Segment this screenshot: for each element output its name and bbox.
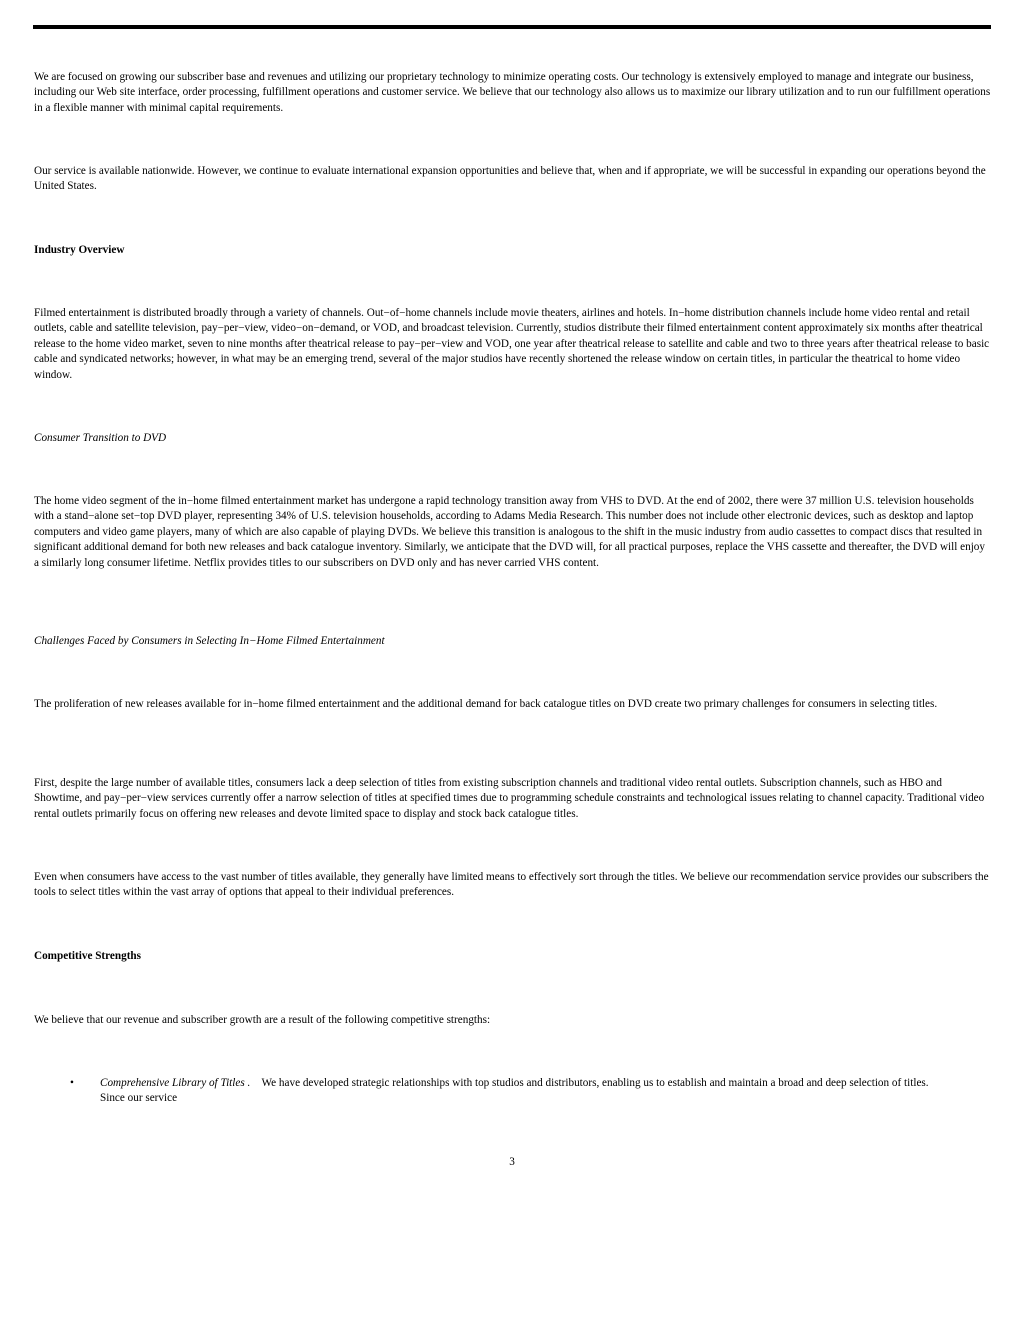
paragraph-home-video-segment: The home video segment of the in−home filmed entertainment market has undergone a rapid technology transition away from VHS to DVD. At the end of 2002, there were 37 million U.S. television households with a stand−alone set−top DVD player, representing 34% of U.S. television households, according to Adams Media Research. This number does not include other electronic devices, such as desktop and laptop computers and video game players, many of which are also capable of playing DVDs. We believe this transition is analogous to the shift in the music industry from audio cassettes to compact discs that resulted in significant additional demand for both new releases and back catalogue inventory. Similarly, we anticipate that the DVD will, for all practical purposes, replace the VHS cassette and thereafter, the DVD will enjoy a similarly long consumer lifetime. Netflix provides titles to our subscribers on DVD only and has never carried VHS content. <box>34 495 985 569</box>
paragraph-even-when: Even when consumers have access to the vast number of titles available, they generally have limited means to effectively sort through the titles. We believe our recommendation service provides our subscribers the tools to select titles within the vast array of options that appeal to their individual preferences. <box>34 871 989 899</box>
paragraph-first-despite: First, despite the large number of available titles, consumers lack a deep selection of titles from existing subscription channels and traditional video rental outlets. Subscription channels, such as HBO and Showtime, and pay−per−view services currently offer a narrow selection of titles at specified times due to programming schedule constraints and technological issues relating to channel capacity. Traditional video rental outlets primarily focus on offering new releases and devote limited space to display and stock back catalogue titles. <box>34 777 985 820</box>
page-number: 3 <box>509 1156 515 1168</box>
bullet-body <box>100 1076 930 1107</box>
heading-competitive-strengths: Competitive Strengths <box>34 950 141 962</box>
paragraph-technology-focus: We are focused on growing our subscriber base and revenues and utilizing our proprietary technology to minimize operating costs. Our technology is extensively employed to manage and integrate our business, including our Web site interface, order processing, fulfillment operations and customer service. We believe that our technology also allows us to maximize our library utilization and to run our fulfillment operations in a flexible manner with minimal capital requirements. <box>34 71 991 114</box>
bullet-title: Comprehensive Library of Titles . <box>100 1077 251 1089</box>
paragraph-competitive-intro: We believe that our revenue and subscriber growth are a result of the following competitive strengths: <box>34 1014 491 1026</box>
heading-industry-overview: Industry Overview <box>34 244 125 256</box>
paragraph-nationwide-service: Our service is available nationwide. However, we continue to evaluate international expansion opportunities and believe that, when and if appropriate, we will be successful in expanding our operations beyond the United States. <box>34 165 986 193</box>
paragraph-filmed-entertainment: Filmed entertainment is distributed broadly through a variety of channels. Out−of−home channels include movie theaters, airlines and hotels. In−home distribution channels include home video rental and retail outlets, cable and satellite television, pay−per−view, video−on−demand, or VOD, and broadcast television. Currently, studios distribute their filmed entertainment content approximately six months after theatrical release to the home video market, seven to nine months after theatrical release to pay−per−view and VOD, one year after theatrical release to satellite and cable and two to three years after theatrical release to basic cable and syndicated networks; however, in what may be an emerging trend, several of the major studios have recently shortened the release window on certain titles, in particular the theatrical to home video window. <box>34 307 990 381</box>
heading-challenges: Challenges Faced by Consumers in Selecting In−Home Filmed Entertainment <box>34 635 385 647</box>
bullet-icon: • <box>70 1077 74 1089</box>
heading-consumer-transition: Consumer Transition to DVD <box>34 432 167 444</box>
bullet-text: We have developed strategic relationships with top studios and distributors, enabling us to establish and maintain a broad and deep selection of titles. Since our service <box>100 1077 929 1105</box>
paragraph-proliferation: The proliferation of new releases available for in−home filmed entertainment and the additional demand for back catalogue titles on DVD create two primary challenges for consumers in selecting titles. <box>34 698 938 710</box>
top-horizontal-rule <box>33 25 991 29</box>
